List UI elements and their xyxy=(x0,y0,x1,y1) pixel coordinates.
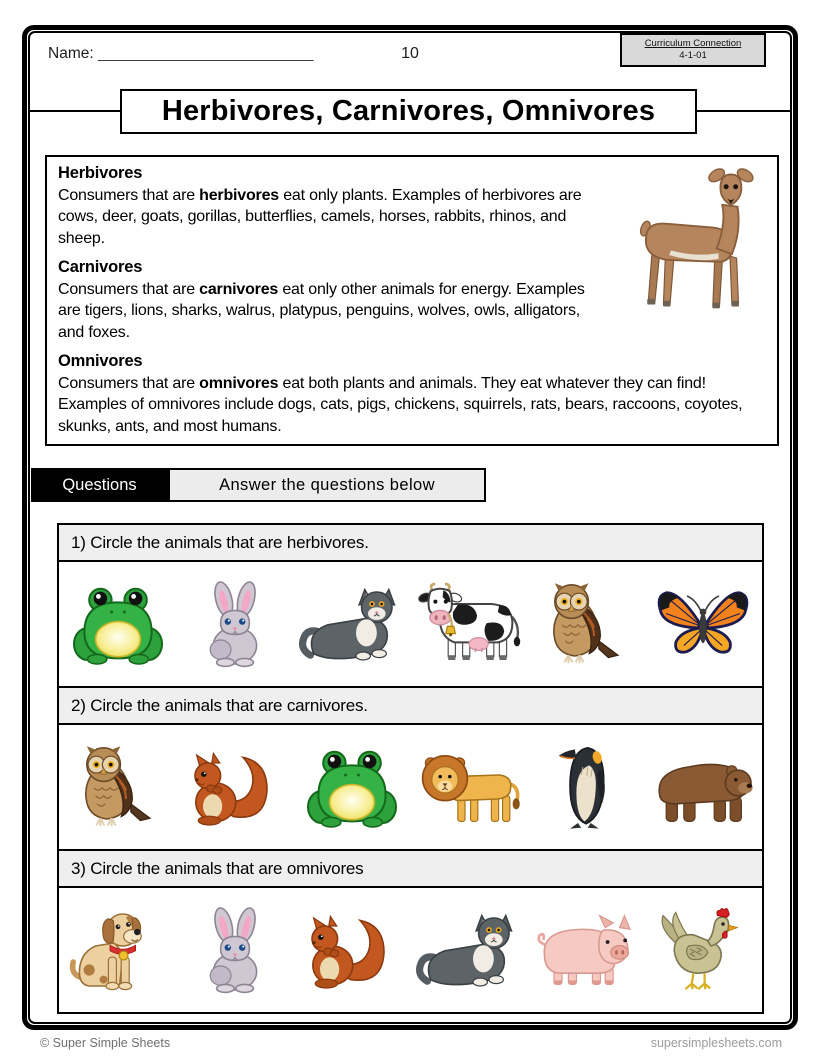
answer-frog[interactable] xyxy=(59,562,176,686)
omnivores-text xyxy=(58,373,766,438)
question-2-header xyxy=(59,688,762,725)
omnivores-rest: eat both plants and animals. They eat whatever they can find! Examples of omnivores include dogs, cats, pigs, chickens, squirrels, rats, bears, raccoons, coyotes, skunks, ants, and most humans. xyxy=(58,374,743,435)
omnivores-heading: Omnivores xyxy=(58,352,143,370)
rabbit-image xyxy=(179,897,291,1003)
question-1-header xyxy=(59,525,762,562)
footer-copyright: © Super Simple Sheets xyxy=(40,1036,171,1050)
deer-image xyxy=(616,163,766,315)
answer-frog[interactable] xyxy=(293,725,410,849)
answer-rabbit[interactable] xyxy=(176,562,293,686)
answer-bear[interactable] xyxy=(645,725,762,849)
rabbit-image xyxy=(179,571,291,677)
answer-squirrel[interactable] xyxy=(293,888,410,1012)
penguin-image xyxy=(530,734,642,840)
curriculum-code: 4-1-01 xyxy=(679,50,707,61)
cat-image xyxy=(296,571,408,677)
squirrel-image xyxy=(296,897,408,1003)
pig-image xyxy=(530,897,642,1003)
questions-instruction: Answer the questions below xyxy=(168,468,486,502)
answer-cat[interactable] xyxy=(293,562,410,686)
chicken-image xyxy=(647,897,759,1003)
curriculum-title: Curriculum Connection xyxy=(644,38,742,49)
curriculum-connection-box xyxy=(620,33,766,67)
name-label: Name: xyxy=(48,45,94,62)
answer-butterfly[interactable] xyxy=(645,562,762,686)
carnivores-heading: Carnivores xyxy=(58,258,143,276)
herbivores-rest: eat only plants. Examples of herbivores are cows, deer, goats, gorillas, butterflies, camels, horses, rabbits, rhinos, and sheep. xyxy=(58,186,582,247)
question-1-animals xyxy=(59,562,762,688)
answer-squirrel[interactable] xyxy=(176,725,293,849)
omnivores-lead: Consumers that are xyxy=(58,374,200,392)
footer-website: supersimplesheets.com xyxy=(650,1036,782,1050)
lion-image xyxy=(413,734,525,840)
cat-image xyxy=(413,897,525,1003)
info-box xyxy=(45,155,779,446)
question-3-header xyxy=(59,851,762,888)
question-3-label: 3) Circle the animals that are omnivores xyxy=(71,858,364,878)
frog-image xyxy=(62,571,174,677)
butterfly-image xyxy=(647,571,759,677)
page-number: 10 xyxy=(401,45,419,62)
worksheet-title: Herbivores, Carnivores, Omnivores xyxy=(120,89,697,134)
answer-cow[interactable] xyxy=(411,562,528,686)
answer-pig[interactable] xyxy=(528,888,645,1012)
answer-cat[interactable] xyxy=(411,888,528,1012)
carnivores-bold-term: carnivores xyxy=(199,280,279,298)
answer-lion[interactable] xyxy=(411,725,528,849)
herbivores-bold-term: herbivores xyxy=(199,186,279,204)
bear-image xyxy=(647,734,759,840)
answer-penguin[interactable] xyxy=(528,725,645,849)
answer-dog[interactable] xyxy=(59,888,176,1012)
frog-image xyxy=(296,734,408,840)
carnivores-rest: eat only other animals for energy. Examples are tigers, lions, sharks, walrus, platypus, penguins, wolves, owls, alligators, and foxes. xyxy=(58,280,585,341)
answer-rabbit[interactable] xyxy=(176,888,293,1012)
herbivores-heading: Herbivores xyxy=(58,164,143,182)
carnivores-lead: Consumers that are xyxy=(58,280,200,298)
name-input-line[interactable]: _________________________ xyxy=(97,45,314,62)
answer-chicken[interactable] xyxy=(645,888,762,1012)
questions-table xyxy=(57,523,764,1014)
owl-image xyxy=(62,734,174,840)
answer-owl[interactable] xyxy=(59,725,176,849)
answer-owl[interactable] xyxy=(528,562,645,686)
question-1-label: 1) Circle the animals that are herbivores. xyxy=(71,532,369,552)
cow-image xyxy=(413,571,525,677)
questions-label: Questions xyxy=(31,468,168,502)
info-section-omnivores xyxy=(58,351,766,437)
question-2-label: 2) Circle the animals that are carnivores. xyxy=(71,695,368,715)
dog-image xyxy=(62,897,174,1003)
owl-image xyxy=(530,571,642,677)
question-2-animals xyxy=(59,725,762,851)
question-3-animals xyxy=(59,888,762,1012)
deer-illustration xyxy=(616,163,766,315)
squirrel-image xyxy=(179,734,291,840)
omnivores-bold-term: omnivores xyxy=(199,374,279,392)
herbivores-lead: Consumers that are xyxy=(58,186,200,204)
